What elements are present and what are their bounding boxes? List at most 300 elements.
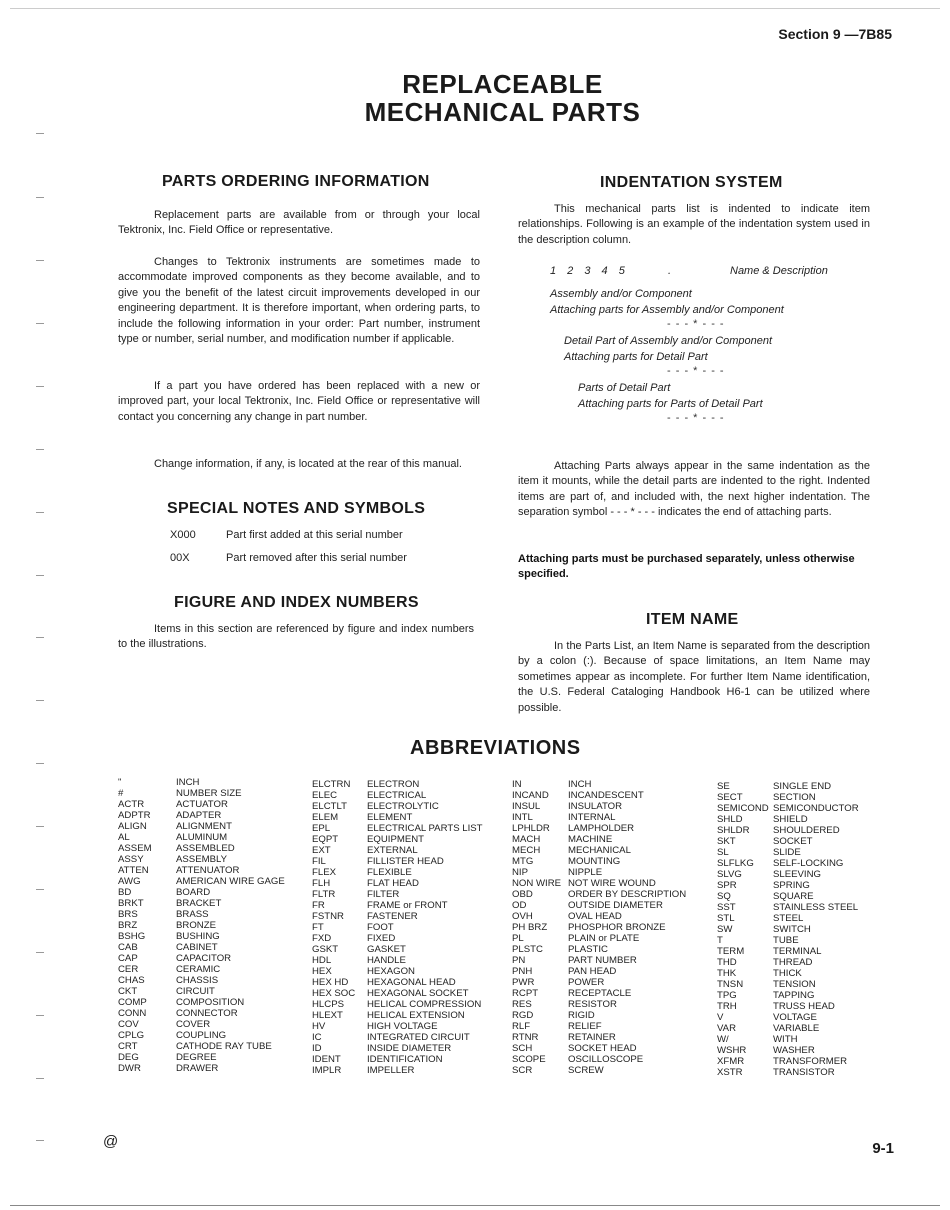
abbreviation-meaning: INTEGRATED CIRCUIT <box>367 1032 470 1043</box>
margin-mark <box>36 449 44 450</box>
section-header: Section 9 —7B85 <box>778 26 892 42</box>
abbreviation-row <box>717 880 859 891</box>
page-title <box>0 70 950 126</box>
abbreviation-row <box>717 1023 859 1034</box>
abbreviation-meaning: TRANSFORMER <box>773 1056 848 1067</box>
abbreviation-meaning: INSIDE DIAMETER <box>367 1043 452 1054</box>
abbreviation-row <box>118 843 285 854</box>
margin-mark <box>36 197 44 198</box>
abbreviation-meaning: BUSHING <box>176 931 220 942</box>
abbreviation-meaning: TENSION <box>773 979 816 990</box>
abbreviation-meaning: RIGID <box>568 1010 595 1021</box>
abbreviation-meaning: ELECTRICAL <box>367 790 427 801</box>
abbreviation-row <box>512 812 686 823</box>
abbreviation-meaning: RECEPTACLE <box>568 988 632 999</box>
abbreviation-code: SE <box>717 781 730 792</box>
abbreviation-meaning: NIPPLE <box>568 867 603 878</box>
indent-dot: . <box>668 265 672 277</box>
abbreviation-row <box>118 1063 285 1074</box>
note-row <box>170 529 403 541</box>
abbreviation-meaning: THREAD <box>773 957 813 968</box>
margin-mark <box>36 1078 44 1079</box>
abbreviation-code: MACH <box>512 834 541 845</box>
ordering-paragraph-4 <box>118 457 480 472</box>
abbreviation-meaning: STEEL <box>773 913 804 924</box>
abbreviation-code: PNH <box>512 966 533 977</box>
abbreviation-code: HEX <box>312 966 332 977</box>
abbreviation-row <box>118 920 285 931</box>
abbreviation-row <box>118 1008 285 1019</box>
abbreviation-meaning: MOUNTING <box>568 856 621 867</box>
margin-mark <box>36 1015 44 1016</box>
abbreviation-row <box>717 803 859 814</box>
abbreviation-row <box>312 944 483 955</box>
indentation-paragraph-2 <box>518 459 870 521</box>
abbreviation-meaning: INSULATOR <box>568 801 623 812</box>
abbreviation-row <box>512 823 686 834</box>
abbreviation-code: INSUL <box>512 801 541 812</box>
abbreviation-row <box>312 1065 483 1076</box>
abbreviation-code: FLTR <box>312 889 336 900</box>
abbreviation-meaning: MACHINE <box>568 834 613 845</box>
page-number: 9-1 <box>872 1140 894 1157</box>
abbreviation-meaning: TRUSS HEAD <box>773 1001 835 1012</box>
abbreviation-code: HDL <box>312 955 332 966</box>
abbreviation-meaning: SLEEVING <box>773 869 821 880</box>
abbreviation-meaning: BOARD <box>176 887 211 898</box>
abbreviation-row <box>512 1010 686 1021</box>
bottom-edge-line <box>10 1205 940 1206</box>
abbreviation-row <box>512 1054 686 1065</box>
abbreviation-row <box>717 847 859 858</box>
abbreviation-row <box>312 878 483 889</box>
note-row <box>170 552 407 564</box>
abbreviation-code: BD <box>118 887 132 898</box>
abbreviation-code: BRS <box>118 909 138 920</box>
abbreviation-code: IC <box>312 1032 322 1043</box>
abbreviation-code: FR <box>312 900 325 911</box>
abbreviation-meaning: IDENTIFICATION <box>367 1054 443 1065</box>
abbreviation-code: IDENT <box>312 1054 341 1065</box>
abbreviation-row <box>118 1019 285 1030</box>
abbreviation-meaning: MECHANICAL <box>568 845 631 856</box>
abbreviations-column-1 <box>118 777 285 1074</box>
abbreviation-row <box>512 878 686 889</box>
abbreviation-row <box>512 801 686 812</box>
abbreviation-code: CPLG <box>118 1030 145 1041</box>
abbreviation-meaning: CONNECTOR <box>176 1008 238 1019</box>
abbreviation-meaning: ELECTROLYTIC <box>367 801 439 812</box>
abbreviation-row <box>717 990 859 1001</box>
abbreviation-code: SHLD <box>717 814 743 825</box>
abbreviation-code: EXT <box>312 845 331 856</box>
abbreviation-row <box>118 1030 285 1041</box>
abbreviation-code: AL <box>118 832 130 843</box>
page-title-line-2: MECHANICAL PARTS <box>364 97 641 127</box>
margin-mark <box>36 575 44 576</box>
abbreviation-row <box>512 922 686 933</box>
abbreviation-meaning: STAINLESS STEEL <box>773 902 859 913</box>
abbreviation-row <box>312 1021 483 1032</box>
abbreviation-row <box>512 889 686 900</box>
abbreviation-meaning: PLASTIC <box>568 944 608 955</box>
abbreviation-code: NON WIRE <box>512 878 562 889</box>
abbreviation-code: ATTEN <box>118 865 149 876</box>
abbreviation-code: HLCPS <box>312 999 344 1010</box>
indent-name-description: Name & Description <box>730 265 828 277</box>
abbreviation-row <box>717 946 859 957</box>
abbreviation-meaning: SELF-LOCKING <box>773 858 844 869</box>
abbreviation-meaning: ASSEMBLED <box>176 843 235 854</box>
margin-mark <box>36 952 44 953</box>
abbreviation-code: ELEM <box>312 812 339 823</box>
abbreviation-row <box>118 865 285 876</box>
figure-paragraph <box>118 622 474 653</box>
abbreviation-meaning: PART NUMBER <box>568 955 637 966</box>
attaching-parts-note: Attaching parts must be purchased separately, unless otherwise specified. <box>518 553 855 580</box>
abbreviation-meaning: CHASSIS <box>176 975 219 986</box>
abbreviation-meaning: BRONZE <box>176 920 216 931</box>
note-text: Part removed after this serial number <box>226 552 407 564</box>
abbreviation-code: W/ <box>717 1034 729 1045</box>
abbreviation-code: ALIGN <box>118 821 147 832</box>
abbreviation-row <box>118 931 285 942</box>
abbreviation-row <box>312 867 483 878</box>
abbreviation-row <box>512 933 686 944</box>
margin-mark <box>36 260 44 261</box>
abbreviation-meaning: TERMINAL <box>773 946 822 957</box>
margin-mark <box>36 386 44 387</box>
abbreviation-row <box>118 909 285 920</box>
abbreviation-row <box>512 779 686 790</box>
abbreviation-row <box>312 911 483 922</box>
abbreviation-code: CONN <box>118 1008 147 1019</box>
abbreviation-code: T <box>717 935 723 946</box>
abbreviation-code: XSTR <box>717 1067 743 1078</box>
indent-line-4: Attaching parts for Detail Part <box>564 351 708 363</box>
abbreviation-code: CAB <box>118 942 138 953</box>
note-text: Part first added at this serial number <box>226 529 403 541</box>
abbreviation-code: ASSY <box>118 854 144 865</box>
abbreviation-code: COV <box>118 1019 139 1030</box>
abbreviation-meaning: EQUIPMENT <box>367 834 425 845</box>
abbreviation-code: " <box>118 777 122 788</box>
abbreviation-row <box>717 836 859 847</box>
abbreviation-meaning: COUPLING <box>176 1030 227 1041</box>
abbreviation-code: HEX SOC <box>312 988 356 999</box>
abbreviation-meaning: ACTUATOR <box>176 799 228 810</box>
abbreviation-row <box>717 968 859 979</box>
abbreviation-row <box>312 834 483 845</box>
margin-mark <box>36 826 44 827</box>
abbreviation-row <box>312 1010 483 1021</box>
abbreviation-code: ELCTLT <box>312 801 348 812</box>
abbreviation-code: SW <box>717 924 733 935</box>
abbreviation-code: RTNR <box>512 1032 539 1043</box>
ordering-p1-text: Replacement parts are available from or through your local Tektronix, Inc. Field Office or representative. <box>118 209 480 237</box>
abbreviation-meaning: SEMICONDUCTOR <box>773 803 859 814</box>
abbreviation-code: TRH <box>717 1001 737 1012</box>
abbreviation-row <box>312 933 483 944</box>
abbreviation-meaning: FRAME or FRONT <box>367 900 448 911</box>
abbreviation-row <box>512 1043 686 1054</box>
abbreviation-code: BSHG <box>118 931 146 942</box>
abbreviation-meaning: FIXED <box>367 933 396 944</box>
abbreviation-meaning: ASSEMBLY <box>176 854 228 865</box>
ordering-p3-text: If a part you have ordered has been replaced with a new or improved part, your local Tektronix, Inc. Field Office or representative will contact you concerning any change in part number. <box>118 380 480 423</box>
margin-mark <box>36 889 44 890</box>
abbreviation-meaning: LAMPHOLDER <box>568 823 635 834</box>
abbreviation-code: IMPLR <box>312 1065 342 1076</box>
abbreviation-meaning: CERAMIC <box>176 964 221 975</box>
abbreviation-row <box>717 781 859 792</box>
abbreviation-code: CAP <box>118 953 138 964</box>
abbreviation-row <box>118 942 285 953</box>
abbreviation-row <box>118 975 285 986</box>
abbreviation-meaning: BRASS <box>176 909 209 920</box>
abbreviation-row <box>312 823 483 834</box>
abbreviation-row <box>717 935 859 946</box>
indentation-paragraph-1 <box>518 202 870 248</box>
abbreviation-row <box>312 790 483 801</box>
abbreviation-row <box>118 799 285 810</box>
abbreviation-row <box>118 997 285 1008</box>
abbreviation-code: ID <box>312 1043 322 1054</box>
abbreviation-row <box>512 1021 686 1032</box>
abbreviation-code: WSHR <box>717 1045 747 1056</box>
abbreviation-code: DWR <box>118 1063 141 1074</box>
abbreviation-code: OVH <box>512 911 533 922</box>
abbreviation-code: SLVG <box>717 869 742 880</box>
abbreviation-row <box>717 792 859 803</box>
abbreviation-row <box>717 1045 859 1056</box>
separator-symbol: - - - * - - - <box>667 318 725 330</box>
abbreviation-meaning: FOOT <box>367 922 394 933</box>
abbreviation-row <box>312 900 483 911</box>
abbreviation-meaning: SWITCH <box>773 924 811 935</box>
abbreviation-row <box>512 867 686 878</box>
margin-mark <box>36 1140 44 1141</box>
abbreviation-meaning: PHOSPHOR BRONZE <box>568 922 666 933</box>
indent-line-5: Parts of Detail Part <box>578 382 671 394</box>
abbreviation-code: PL <box>512 933 524 944</box>
abbreviation-meaning: DEGREE <box>176 1052 217 1063</box>
abbreviation-meaning: ELECTRON <box>367 779 420 790</box>
abbreviation-meaning: SHIELD <box>773 814 808 825</box>
abbreviation-meaning: WITH <box>773 1034 798 1045</box>
abbreviation-meaning: FLAT HEAD <box>367 878 419 889</box>
abbreviation-code: THD <box>717 957 737 968</box>
ordering-paragraph-1 <box>118 208 480 239</box>
abbreviation-row <box>717 814 859 825</box>
abbreviation-meaning: PAN HEAD <box>568 966 617 977</box>
abbreviation-code: FLH <box>312 878 331 889</box>
abbreviation-meaning: NUMBER SIZE <box>176 788 242 799</box>
abbreviation-meaning: INTERNAL <box>568 812 616 823</box>
abbreviation-code: SQ <box>717 891 731 902</box>
abbreviation-code: ADPTR <box>118 810 151 821</box>
note-code: 00X <box>170 552 190 564</box>
abbreviation-meaning: EXTERNAL <box>367 845 418 856</box>
item-name-paragraph <box>518 639 870 716</box>
abbreviation-row <box>717 891 859 902</box>
abbreviation-code: TPG <box>717 990 737 1001</box>
page-title-line-1: REPLACEABLE <box>402 69 603 99</box>
abbreviation-row <box>312 1054 483 1065</box>
abbreviation-code: BRKT <box>118 898 144 909</box>
abbreviation-meaning: AMERICAN WIRE GAGE <box>176 876 285 887</box>
abbreviation-row <box>118 832 285 843</box>
abbreviation-code: OD <box>512 900 527 911</box>
abbreviation-row <box>717 902 859 913</box>
abbreviation-meaning: POWER <box>568 977 605 988</box>
abbreviations-column-2 <box>312 779 483 1076</box>
abbreviation-code: # <box>118 788 124 799</box>
abbreviation-meaning: BRACKET <box>176 898 222 909</box>
abbreviation-code: SCH <box>512 1043 533 1054</box>
abbreviation-row <box>512 988 686 999</box>
abbreviation-row <box>512 1032 686 1043</box>
abbreviation-meaning: ELEMENT <box>367 812 413 823</box>
special-notes-heading: SPECIAL NOTES AND SYMBOLS <box>167 500 426 517</box>
abbreviation-row <box>312 845 483 856</box>
abbreviation-row <box>717 1001 859 1012</box>
abbreviation-code: MTG <box>512 856 534 867</box>
abbreviation-meaning: SPRING <box>773 880 810 891</box>
abbreviation-code: SPR <box>717 880 737 891</box>
abbreviation-code: GSKT <box>312 944 339 955</box>
abbreviation-code: ASSEM <box>118 843 152 854</box>
indent-level-numbers: 1 2 3 4 5 <box>550 265 629 277</box>
indentation-heading: INDENTATION SYSTEM <box>600 174 783 191</box>
abbreviation-code: EQPT <box>312 834 339 845</box>
abbreviation-row <box>312 955 483 966</box>
abbreviation-row <box>512 966 686 977</box>
abbreviation-meaning: THICK <box>773 968 802 979</box>
abbreviations-column-3 <box>512 779 686 1076</box>
abbreviation-code: VAR <box>717 1023 737 1034</box>
abbreviation-meaning: DRAWER <box>176 1063 219 1074</box>
abbreviation-meaning: VARIABLE <box>773 1023 820 1034</box>
item-p-text: In the Parts List, an Item Name is separated from the description by a colon (:). Because of space limitations, an Item Name may sometimes appear as incomplete. For further Item Name identification, the U.S. Federal Cataloging Handbook H6-1 can be utilized where possible. <box>518 640 870 714</box>
note-code: X000 <box>170 529 196 541</box>
abbreviation-code: TNSN <box>717 979 744 990</box>
abbreviation-row <box>717 858 859 869</box>
abbreviation-meaning: CAPACITOR <box>176 953 232 964</box>
abbreviation-code: SLFLKG <box>717 858 754 869</box>
abbreviation-meaning: SLIDE <box>773 847 801 858</box>
abbreviation-row <box>512 845 686 856</box>
abbreviation-meaning: PLAIN or PLATE <box>568 933 640 944</box>
abbreviation-code: COMP <box>118 997 147 1008</box>
abbreviation-code: FT <box>312 922 324 933</box>
abbreviation-row <box>118 898 285 909</box>
figure-index-heading: FIGURE AND INDEX NUMBERS <box>174 594 419 611</box>
abbreviation-code: NIP <box>512 867 528 878</box>
abbreviation-code: HV <box>312 1021 326 1032</box>
abbreviation-code: RES <box>512 999 532 1010</box>
abbreviation-code: TERM <box>717 946 745 957</box>
abbreviation-row <box>312 801 483 812</box>
abbreviation-row <box>118 876 285 887</box>
abbreviation-meaning: TAPPING <box>773 990 815 1001</box>
abbreviation-row <box>717 913 859 924</box>
margin-mark <box>36 133 44 134</box>
abbreviation-code: CRT <box>118 1041 138 1052</box>
abbreviation-meaning: VOLTAGE <box>773 1012 817 1023</box>
abbreviation-row <box>717 979 859 990</box>
abbreviation-meaning: SQUARE <box>773 891 814 902</box>
abbreviation-code: THK <box>717 968 737 979</box>
abbreviation-meaning: HEXAGONAL HEAD <box>367 977 456 988</box>
abbreviation-meaning: CATHODE RAY TUBE <box>176 1041 272 1052</box>
margin-mark <box>36 637 44 638</box>
abbreviation-code: FXD <box>312 933 332 944</box>
abbreviation-row <box>717 1012 859 1023</box>
abbreviation-meaning: INCH <box>568 779 592 790</box>
abbreviation-meaning: ORDER BY DESCRIPTION <box>568 889 687 900</box>
abbreviation-row <box>312 922 483 933</box>
abbreviation-meaning: IMPELLER <box>367 1065 415 1076</box>
abbreviation-code: MECH <box>512 845 541 856</box>
abbreviation-meaning: SCREW <box>568 1065 604 1076</box>
abbreviation-row <box>118 986 285 997</box>
abbreviation-code: INCAND <box>512 790 549 801</box>
abbreviation-row <box>717 1034 859 1045</box>
abbreviation-code: LPHLDR <box>512 823 550 834</box>
abbreviation-meaning: CABINET <box>176 942 218 953</box>
abbreviation-code: CHAS <box>118 975 145 986</box>
abbreviation-meaning: INCANDESCENT <box>568 790 644 801</box>
abbreviation-code: PLSTC <box>512 944 543 955</box>
margin-mark <box>36 323 44 324</box>
abbreviation-meaning: SOCKET <box>773 836 813 847</box>
ordering-p4-text: Change information, if any, is located at the rear of this manual. <box>154 458 462 470</box>
abbreviation-row <box>312 856 483 867</box>
abbreviation-meaning: HEXAGON <box>367 966 415 977</box>
abbreviation-row <box>512 1065 686 1076</box>
abbreviation-row <box>312 988 483 999</box>
ordering-p2-text: Changes to Tektronix instruments are sometimes made to accommodate improved components as they become available, and to give you the benefit of the latest circuit improvements developed in our engineering department. It is therefore important, when ordering parts, to include the following information in your order: Part number, instrument type or number, serial number, and modification number if applicable. <box>118 256 480 346</box>
abbreviation-row <box>312 889 483 900</box>
abbreviation-meaning: ALIGNMENT <box>176 821 232 832</box>
abbreviation-code: SST <box>717 902 736 913</box>
figure-p-text: Items in this section are referenced by figure and index numbers to the illustrations. <box>118 623 474 651</box>
abbreviation-meaning: FILLISTER HEAD <box>367 856 444 867</box>
abbreviation-row <box>512 856 686 867</box>
abbreviation-meaning: HANDLE <box>367 955 406 966</box>
abbreviation-meaning: HIGH VOLTAGE <box>367 1021 438 1032</box>
abbreviation-meaning: HEXAGONAL SOCKET <box>367 988 469 999</box>
top-edge-line <box>10 8 940 9</box>
abbreviation-meaning: NOT WIRE WOUND <box>568 878 656 889</box>
abbreviation-meaning: ATTENUATOR <box>176 865 240 876</box>
abbreviation-code: SKT <box>717 836 736 847</box>
abbreviation-row <box>512 834 686 845</box>
ordering-paragraph-2 <box>118 255 480 347</box>
abbreviation-row <box>717 869 859 880</box>
abbreviation-code: FLEX <box>312 867 336 878</box>
abbreviation-row <box>717 1056 859 1067</box>
abbreviation-row <box>118 964 285 975</box>
abbreviation-row <box>118 887 285 898</box>
item-name-heading: ITEM NAME <box>646 611 739 628</box>
margin-mark <box>36 763 44 764</box>
abbreviation-meaning: RESISTOR <box>568 999 617 1010</box>
abbreviation-code: AWG <box>118 876 141 887</box>
separator-symbol: - - - * - - - <box>667 365 725 377</box>
abbreviation-row <box>312 966 483 977</box>
